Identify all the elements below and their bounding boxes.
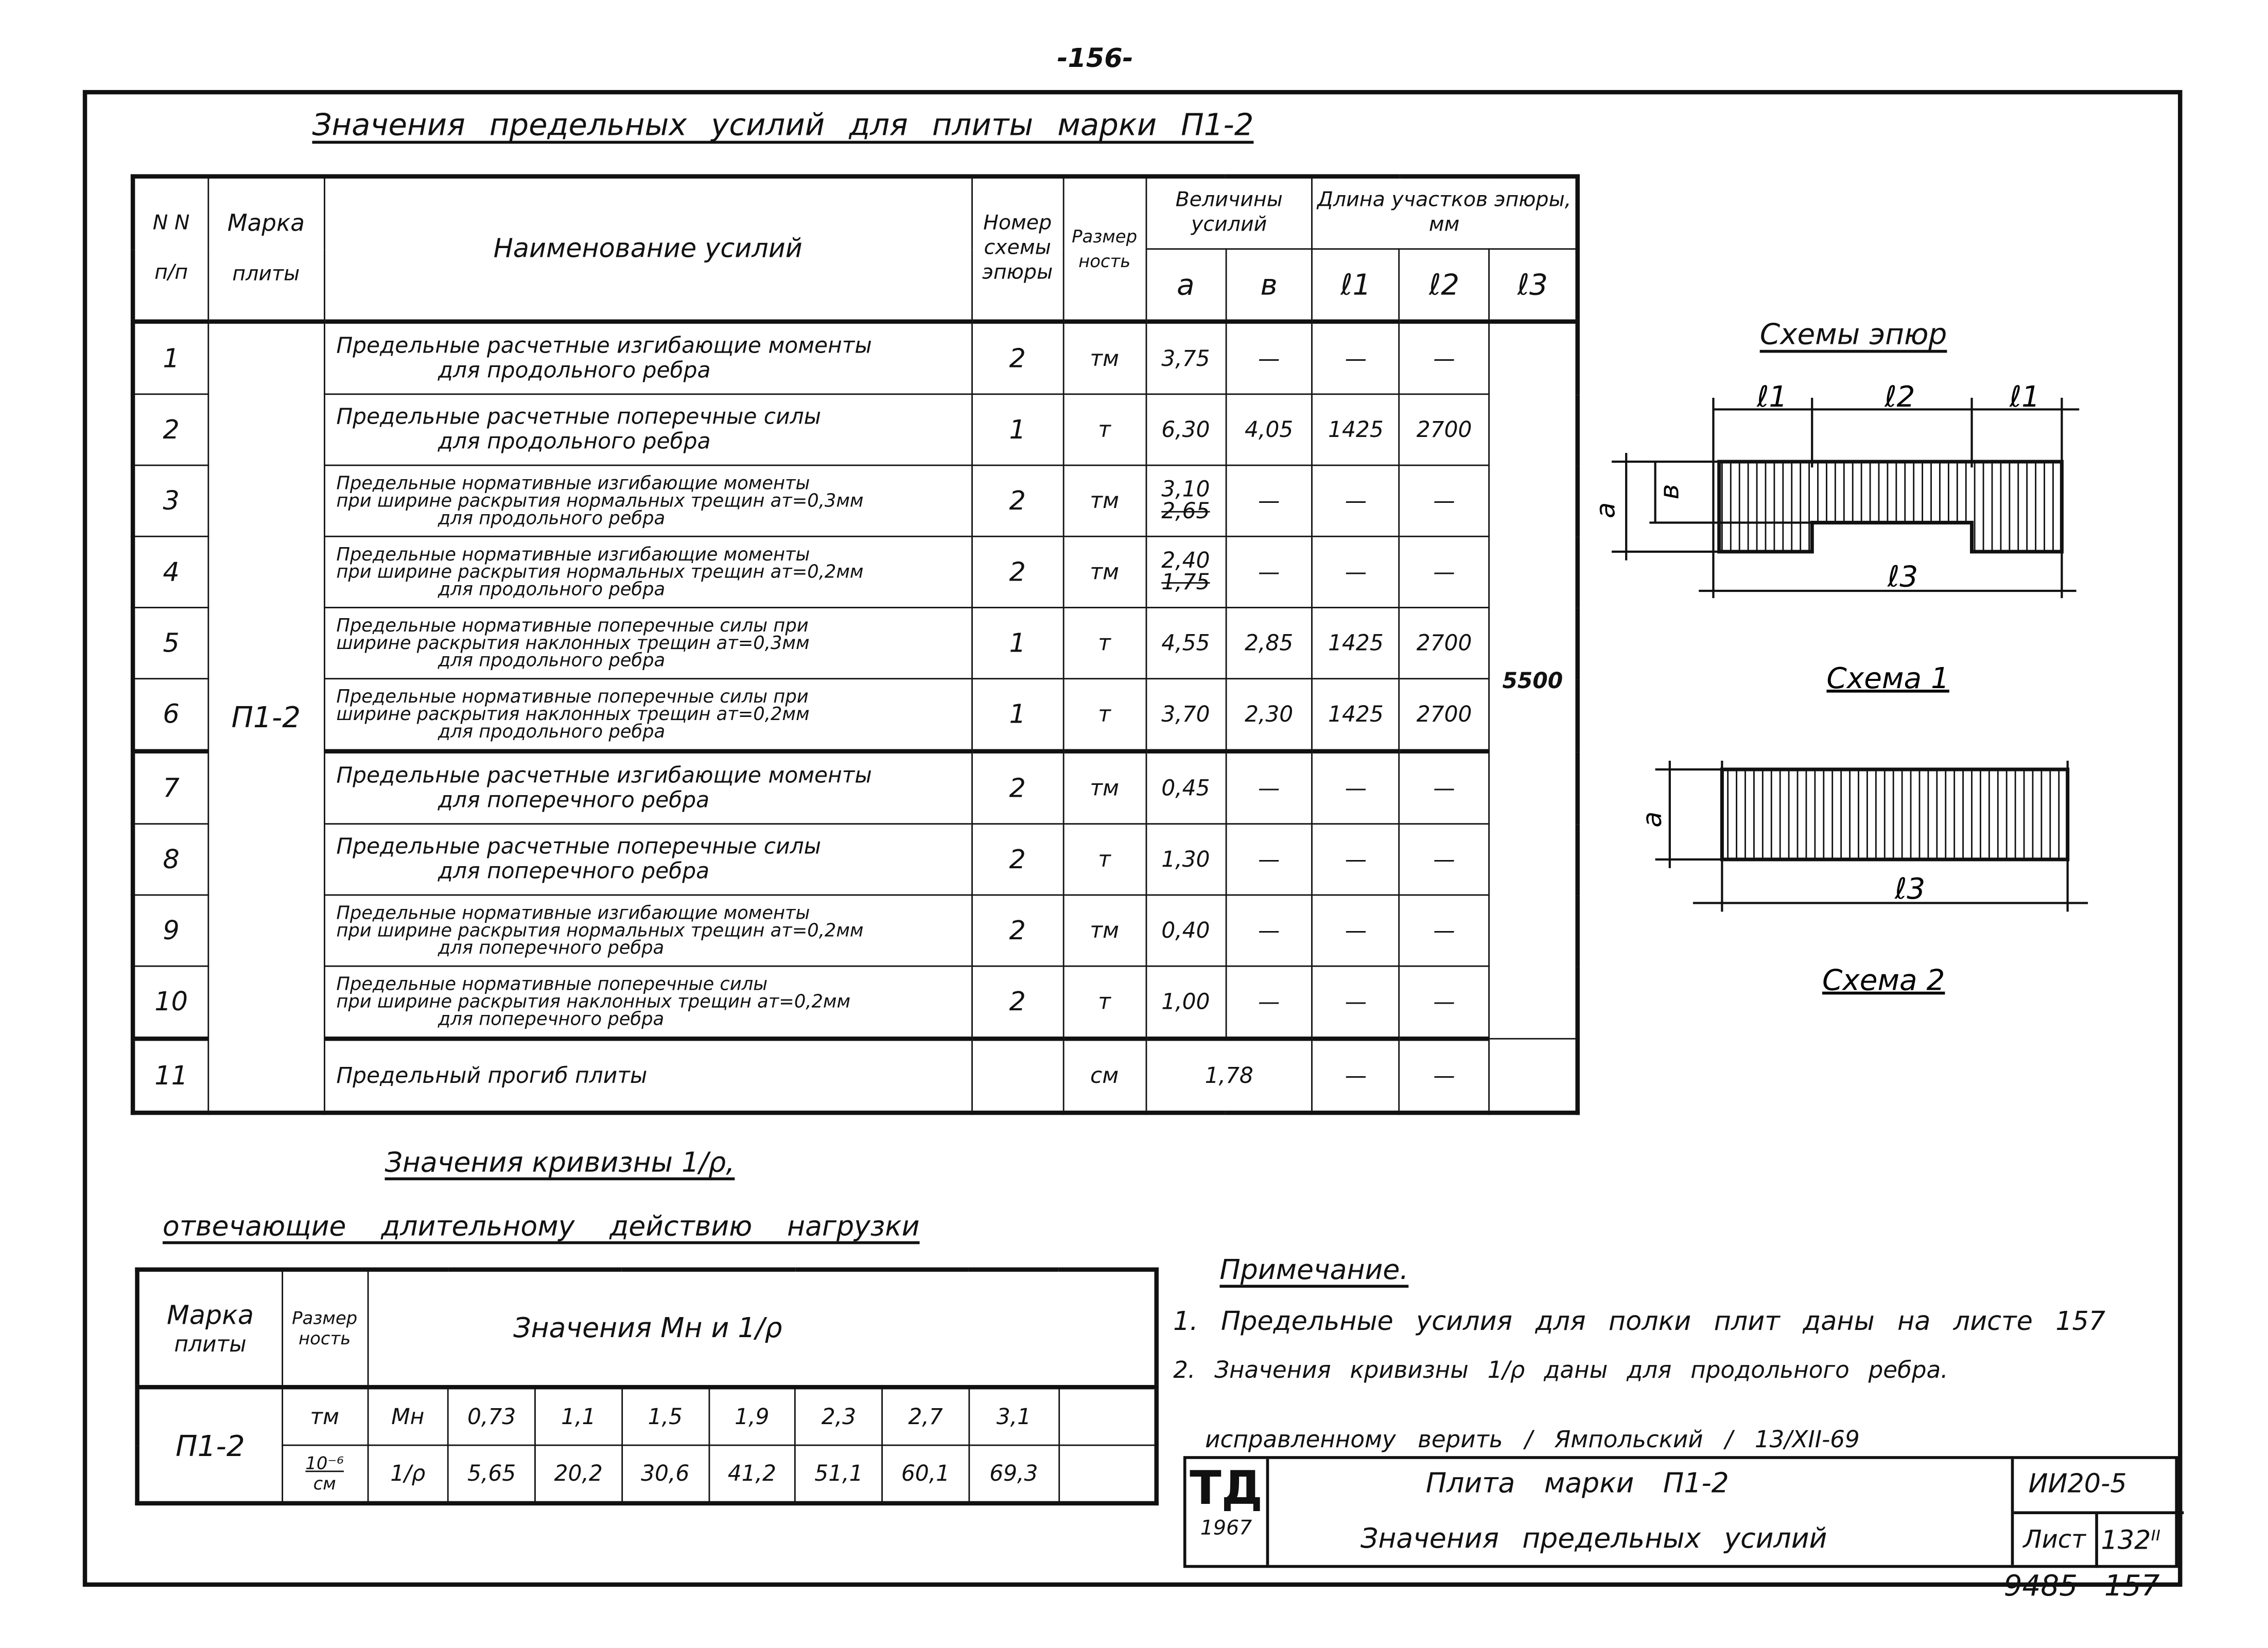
curvature-value: 69,3 bbox=[969, 1445, 1058, 1503]
curvature-subtitle: отвечающие длительному действию нагрузки bbox=[162, 1211, 920, 1243]
force-name-line: Предельные нормативные изгибающие моменты bbox=[336, 471, 810, 494]
curv-mark: П1-2 bbox=[137, 1387, 282, 1503]
table-row bbox=[133, 679, 1578, 751]
force-name bbox=[324, 824, 972, 895]
header-scheme: Номер схемы эпюры bbox=[972, 177, 1063, 322]
scheme1-l3: ℓ3 bbox=[1887, 560, 1918, 594]
value-a: 6,30 bbox=[1146, 394, 1226, 465]
table-row bbox=[133, 751, 1578, 824]
length-l2: 2700 bbox=[1399, 679, 1489, 751]
force-name-line: Предельные нормативные изгибающие моменты bbox=[336, 901, 810, 923]
curv-label-1: Mн bbox=[368, 1387, 448, 1445]
value-a-struck: 1,75 bbox=[1161, 569, 1210, 595]
force-name-line: Предельные расчетные поперечные силы bbox=[336, 404, 822, 430]
value-a-struck: 2,65 bbox=[1161, 498, 1210, 524]
force-name-line: Предельный прогиб плиты bbox=[336, 1062, 648, 1089]
row-number: 1 bbox=[133, 322, 208, 394]
scheme1-a: a bbox=[1590, 502, 1621, 518]
value-b: — bbox=[1226, 465, 1313, 536]
unit: т bbox=[1063, 966, 1146, 1039]
row-number: 4 bbox=[133, 536, 208, 607]
row-number: 6 bbox=[133, 679, 208, 751]
scheme1-l1-right: ℓ1 bbox=[2009, 380, 2040, 414]
header-unit: Размер ность bbox=[1063, 177, 1146, 322]
force-name bbox=[324, 895, 972, 966]
row-number: 8 bbox=[133, 824, 208, 895]
length-l3-empty bbox=[1489, 1039, 1578, 1113]
curvature-value: 1,5 bbox=[622, 1387, 709, 1445]
curv-unit-1: тм bbox=[282, 1387, 368, 1445]
length-l2: — bbox=[1399, 1039, 1489, 1113]
table-row bbox=[133, 465, 1578, 536]
length-l1: — bbox=[1313, 465, 1400, 536]
value-b: — bbox=[1226, 966, 1313, 1039]
force-name-line: Предельные расчетные изгибающие моменты bbox=[336, 332, 872, 359]
plate-mark: П1-2 bbox=[208, 322, 324, 1113]
row-number: 9 bbox=[133, 895, 208, 966]
force-name-line: при ширине раскрытия нормальных трещин aт=0,3мм bbox=[336, 489, 864, 511]
value-ab: 1,78 bbox=[1146, 1039, 1313, 1113]
header-l2: ℓ2 bbox=[1399, 249, 1489, 322]
curvature-value: 2,3 bbox=[795, 1387, 882, 1445]
force-name-line: при ширине раскрытия наклонных трещин aт=0,2мм bbox=[336, 990, 851, 1012]
force-name-line: Предельные нормативные поперечные силы bbox=[336, 972, 768, 995]
unit: тм bbox=[1063, 751, 1146, 824]
value-b: — bbox=[1226, 895, 1313, 966]
title-block-line1: Плита марки П1-2 bbox=[1425, 1467, 1729, 1500]
value-b: 2,85 bbox=[1226, 607, 1313, 678]
force-name-line: для поперечного ребра bbox=[438, 858, 710, 884]
length-l3: 5500 bbox=[1489, 322, 1578, 1039]
value-a: 0,45 bbox=[1146, 751, 1226, 824]
force-name-line: для продольного ребра bbox=[438, 648, 666, 671]
length-l2: — bbox=[1399, 536, 1489, 607]
row-number: 10 bbox=[133, 966, 208, 1039]
force-name bbox=[324, 322, 972, 394]
force-name-line: при ширине раскрытия нормальных трещин aт=0,2мм bbox=[336, 919, 864, 941]
td-logo: ТД bbox=[1190, 1460, 1263, 1516]
force-name-line: для продольного ребра bbox=[438, 506, 666, 529]
force-name-line: для продольного ребра bbox=[438, 357, 711, 383]
force-name bbox=[324, 465, 972, 536]
force-name bbox=[324, 536, 972, 607]
title-block-year: 1967 bbox=[1200, 1517, 1252, 1540]
header-mark: Марка плиты bbox=[208, 177, 324, 322]
table-row bbox=[133, 322, 1578, 394]
curv-header-mark: Марка плиты bbox=[137, 1270, 282, 1387]
value-b: — bbox=[1226, 751, 1313, 824]
length-l1: — bbox=[1313, 536, 1400, 607]
curvature-value: 2,7 bbox=[882, 1387, 969, 1445]
length-l1: — bbox=[1313, 824, 1400, 895]
force-name-line: для продольного ребра bbox=[438, 428, 711, 454]
value-a: 4,55 bbox=[1146, 607, 1226, 678]
scheme-number: 1 bbox=[972, 679, 1063, 751]
table-row bbox=[133, 824, 1578, 895]
force-name-line: для поперечного ребра bbox=[438, 1007, 665, 1029]
length-l2: — bbox=[1399, 824, 1489, 895]
force-name bbox=[324, 679, 972, 751]
correction-signature: исправленному верить / Ямпольский / 13/XII-69 bbox=[1205, 1425, 1860, 1453]
force-name bbox=[324, 966, 972, 1039]
length-l2: — bbox=[1399, 322, 1489, 394]
value-b: — bbox=[1226, 322, 1313, 394]
scheme-number: 2 bbox=[972, 751, 1063, 824]
scheme1-l2: ℓ2 bbox=[1885, 380, 1915, 414]
force-name-line: Предельные нормативные поперечные силы при bbox=[336, 685, 809, 707]
header-l3: ℓ3 bbox=[1489, 249, 1578, 322]
scheme1-label: Схема 1 bbox=[1826, 662, 1949, 696]
curvature-table bbox=[135, 1267, 1159, 1505]
header-nn: N N п/п bbox=[133, 177, 208, 322]
scheme-diagrams bbox=[1590, 380, 2105, 1005]
row-number: 3 bbox=[133, 465, 208, 536]
curv-label-2: 1/ρ bbox=[368, 1445, 448, 1503]
curvature-value: 60,1 bbox=[882, 1445, 969, 1503]
length-l1: 1425 bbox=[1313, 607, 1400, 678]
title-block-right bbox=[2011, 1459, 2184, 1565]
scheme-number: 1 bbox=[972, 394, 1063, 465]
scheme-number: 1 bbox=[972, 607, 1063, 678]
curvature-value: 3,1 bbox=[969, 1387, 1058, 1445]
main-title: Значения предельных усилий для плиты марки П1-2 bbox=[312, 107, 1254, 143]
title-block-code: ИИ20-5 bbox=[2014, 1459, 2184, 1514]
length-l2: — bbox=[1399, 895, 1489, 966]
force-name-line: Предельные расчетные поперечные силы bbox=[336, 833, 822, 860]
curv-unit-2: 10⁻⁶ см bbox=[282, 1445, 368, 1503]
note-1: 1. Предельные усилия для полки плит даны на листе 157 bbox=[1173, 1306, 2106, 1337]
curvature-value bbox=[1058, 1387, 1156, 1445]
curvature-value: 30,6 bbox=[622, 1445, 709, 1503]
table-row bbox=[133, 895, 1578, 966]
note-2: 2. Значения кривизны 1/ρ даны для продольного ребра. bbox=[1173, 1356, 1948, 1384]
length-l1: 1425 bbox=[1313, 394, 1400, 465]
header-l1: ℓ1 bbox=[1313, 249, 1400, 322]
length-l1: — bbox=[1313, 1039, 1400, 1113]
td-logo-cell bbox=[1187, 1459, 1269, 1565]
curv-header-unit: Размер ность bbox=[282, 1270, 368, 1387]
length-l1: — bbox=[1313, 966, 1400, 1039]
force-name-line: ширине раскрытия наклонных трещин aт=0,2мм bbox=[336, 703, 810, 725]
length-l2: 2700 bbox=[1399, 394, 1489, 465]
curvature-value: 41,2 bbox=[709, 1445, 796, 1503]
sheet-number: 132ᴵᴵ bbox=[2101, 1526, 2161, 1556]
length-l2: — bbox=[1399, 465, 1489, 536]
force-name-line: ширине раскрытия наклонных трещин aт=0,3мм bbox=[336, 632, 810, 654]
force-name-line: Предельные нормативные изгибающие моменты bbox=[336, 542, 810, 565]
value-b: — bbox=[1226, 824, 1313, 895]
table-row bbox=[133, 394, 1578, 465]
value-a: 3,70 bbox=[1146, 679, 1226, 751]
page-number: -156- bbox=[1057, 43, 1133, 74]
unit: т bbox=[1063, 679, 1146, 751]
curvature-value: 51,1 bbox=[795, 1445, 882, 1503]
scheme-number: 2 bbox=[972, 895, 1063, 966]
scheme2-label: Схема 2 bbox=[1822, 963, 1945, 997]
value-a-current: 3,10 bbox=[1161, 476, 1210, 502]
notes-title: Примечание. bbox=[1219, 1254, 1409, 1287]
length-l2: — bbox=[1399, 751, 1489, 824]
force-name-line: для продольного ребра bbox=[438, 720, 666, 742]
schemes-title: Схемы эпюр bbox=[1759, 316, 1947, 352]
header-name: Наименование усилий bbox=[324, 177, 972, 322]
curvature-value: 1,9 bbox=[709, 1387, 796, 1445]
force-name bbox=[324, 1039, 972, 1113]
table-row bbox=[133, 1039, 1578, 1113]
length-l2: — bbox=[1399, 966, 1489, 1039]
curvature-value: 0,73 bbox=[448, 1387, 535, 1445]
value-a-current: 2,40 bbox=[1161, 547, 1210, 574]
length-l1: — bbox=[1313, 895, 1400, 966]
scheme1-b: в bbox=[1654, 484, 1685, 500]
force-name-line: Предельные нормативные поперечные силы при bbox=[336, 614, 809, 636]
header-lengths: Длина участков эпюры, мм bbox=[1313, 177, 1578, 249]
scheme-number: 2 bbox=[972, 824, 1063, 895]
scheme-number: 2 bbox=[972, 322, 1063, 394]
value-b: 4,05 bbox=[1226, 394, 1313, 465]
table-row bbox=[133, 966, 1578, 1039]
length-l2: 2700 bbox=[1399, 607, 1489, 678]
forces-table bbox=[131, 174, 1580, 1115]
length-l1: — bbox=[1313, 751, 1400, 824]
row-number: 7 bbox=[133, 751, 208, 824]
value-b: 2,30 bbox=[1226, 679, 1313, 751]
title-block-line2: Значения предельных усилий bbox=[1360, 1522, 1827, 1555]
force-name bbox=[324, 751, 972, 824]
scheme-number bbox=[972, 1039, 1063, 1113]
curv-header-values: Значения Mн и 1/ρ bbox=[368, 1270, 1157, 1387]
length-l1: 1425 bbox=[1313, 679, 1400, 751]
row-number: 11 bbox=[133, 1039, 208, 1113]
curvature-value: 1,1 bbox=[535, 1387, 622, 1445]
value-a: 1,00 bbox=[1146, 966, 1226, 1039]
table-row bbox=[133, 607, 1578, 678]
curvature-title: Значения кривизны 1/ρ, bbox=[385, 1147, 735, 1179]
value-a bbox=[1146, 465, 1226, 536]
curvature-value bbox=[1058, 1445, 1156, 1503]
row-number: 2 bbox=[133, 394, 208, 465]
force-name-line: при ширине раскрытия нормальных трещин aт=0,2мм bbox=[336, 560, 864, 583]
force-name bbox=[324, 607, 972, 678]
value-a: 0,40 bbox=[1146, 895, 1226, 966]
unit: т bbox=[1063, 607, 1146, 678]
force-name bbox=[324, 394, 972, 465]
unit: тм bbox=[1063, 322, 1146, 394]
scheme2-l3: ℓ3 bbox=[1895, 872, 1926, 906]
unit: т bbox=[1063, 394, 1146, 465]
scheme-number: 2 bbox=[972, 536, 1063, 607]
curvature-value: 5,65 bbox=[448, 1445, 535, 1503]
force-name-line: для поперечного ребра bbox=[438, 936, 665, 958]
value-b: — bbox=[1226, 536, 1313, 607]
unit: т bbox=[1063, 824, 1146, 895]
header-values: Величины усилий bbox=[1146, 177, 1313, 249]
unit: см bbox=[1063, 1039, 1146, 1113]
table-row bbox=[133, 536, 1578, 607]
scheme2-diagram bbox=[1655, 761, 2088, 911]
scheme1-l1-left: ℓ1 bbox=[1757, 380, 1788, 414]
archive-number: 9485 157 bbox=[2003, 1568, 2160, 1603]
value-a: 3,75 bbox=[1146, 322, 1226, 394]
length-l1: — bbox=[1313, 322, 1400, 394]
value-a bbox=[1146, 536, 1226, 607]
title-block bbox=[1183, 1456, 2178, 1568]
row-number: 5 bbox=[133, 607, 208, 678]
force-name-line: для поперечного ребра bbox=[438, 786, 710, 813]
header-b: в bbox=[1226, 249, 1313, 322]
unit: тм bbox=[1063, 465, 1146, 536]
scheme2-a: a bbox=[1636, 811, 1667, 828]
sheet-label: Лист bbox=[2014, 1514, 2098, 1568]
unit: тм bbox=[1063, 536, 1146, 607]
scheme-number: 2 bbox=[972, 465, 1063, 536]
value-a: 1,30 bbox=[1146, 824, 1226, 895]
force-name-line: для продольного ребра bbox=[438, 577, 666, 600]
scheme-number: 2 bbox=[972, 966, 1063, 1039]
force-name-line: Предельные расчетные изгибающие моменты bbox=[336, 762, 872, 788]
curvature-value: 20,2 bbox=[535, 1445, 622, 1503]
header-a: a bbox=[1146, 249, 1226, 322]
unit: тм bbox=[1063, 895, 1146, 966]
